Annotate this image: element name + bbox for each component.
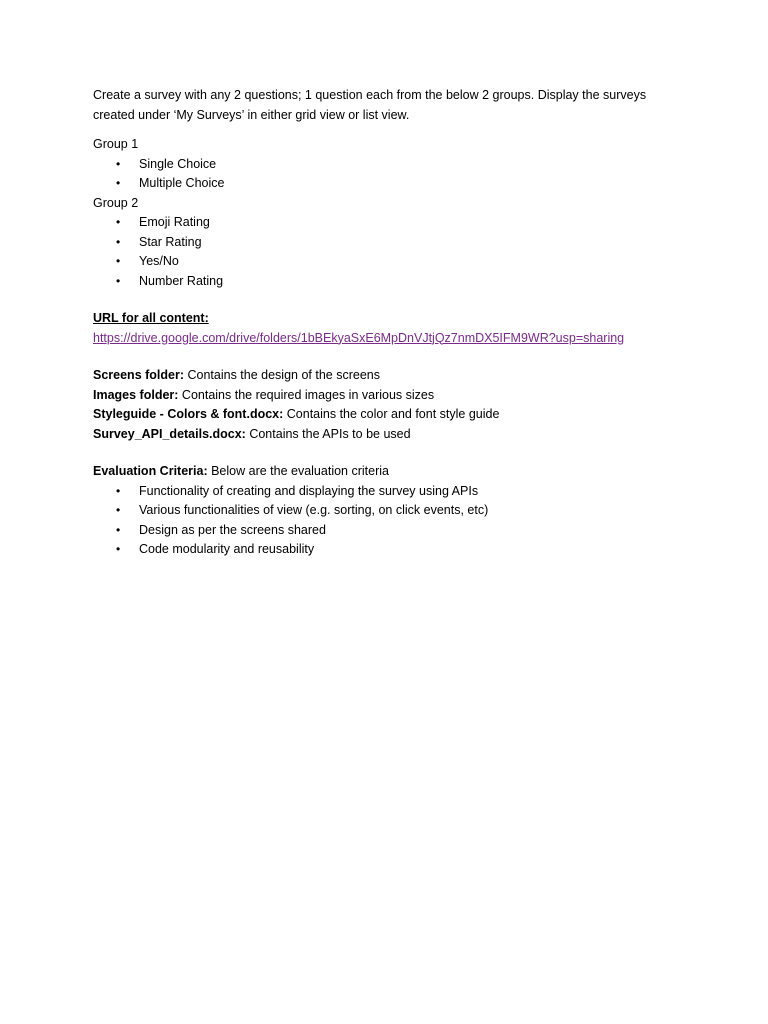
intro-paragraph: Create a survey with any 2 questions; 1 question each from the below 2 groups. Display the surveys created under ‘My Surveys’ in either grid view or list view.: [93, 88, 647, 122]
content-url-link[interactable]: https://drive.google.com/drive/folders/1bBEkyaSxE6MpDnVJtjQz7nmDX5IFM9WR?usp=sharing: [93, 330, 625, 345]
folder-desc: Contains the color and font style guide: [283, 407, 500, 421]
list-item: • Code modularity and reusability: [93, 540, 683, 560]
folder-desc: Contains the required images in various sizes: [178, 387, 435, 402]
bullet-icon: •: [116, 215, 121, 229]
spacer: [93, 444, 683, 462]
folder-desc: Contains the APIs to be used: [245, 426, 411, 441]
folder-item-images: [93, 386, 683, 406]
list-item: • Emoji Rating: [93, 213, 683, 233]
url-heading: URL for all content:: [93, 311, 209, 325]
group-2-list: [93, 213, 683, 291]
bullet-icon: •: [116, 234, 121, 249]
folder-item-styleguide: [93, 405, 683, 425]
group-1-list: [93, 155, 683, 194]
document-page: [93, 86, 683, 560]
folder-item-screens: [93, 366, 683, 386]
folder-label: Images folder:: [93, 387, 179, 402]
evaluation-label: Evaluation Criteria:: [93, 464, 208, 478]
bullet-icon: •: [116, 503, 121, 517]
list-item: • Functionality of creating and displaying the survey using APIs: [93, 482, 683, 502]
spacer: [93, 291, 683, 309]
folder-label: Styleguide - Colors & font.docx:: [93, 407, 284, 421]
list-item: • Yes/No: [93, 252, 683, 272]
evaluation-list: [93, 482, 683, 560]
bullet-icon: •: [116, 483, 121, 498]
bullet-icon: •: [116, 522, 121, 537]
bullet-icon: •: [116, 254, 121, 268]
url-line: [93, 329, 683, 349]
evaluation-heading: [93, 462, 683, 482]
bullet-icon: •: [116, 542, 121, 556]
list-item: • Design as per the screens shared: [93, 521, 683, 541]
spacer: [93, 348, 683, 366]
list-item: • Single Choice: [93, 155, 683, 175]
group-2-title: Group 2: [93, 195, 139, 210]
list-item: • Number Rating: [93, 272, 683, 292]
list-item: • Star Rating: [93, 233, 683, 253]
folder-item-api: [93, 425, 683, 445]
list-item: • Multiple Choice: [93, 174, 683, 194]
group-1-title: Group 1: [93, 137, 139, 151]
folder-label: Survey_API_details.docx:: [93, 426, 246, 441]
list-item: • Various functionalities of view (e.g. sorting, on click events, etc): [93, 501, 683, 521]
bullet-icon: •: [116, 156, 121, 171]
evaluation-desc: Below are the evaluation criteria: [207, 464, 389, 478]
bullet-icon: •: [116, 176, 121, 190]
folder-label: Screens folder:: [93, 368, 185, 382]
folder-desc: Contains the design of the screens: [184, 368, 380, 382]
bullet-icon: •: [116, 273, 121, 288]
